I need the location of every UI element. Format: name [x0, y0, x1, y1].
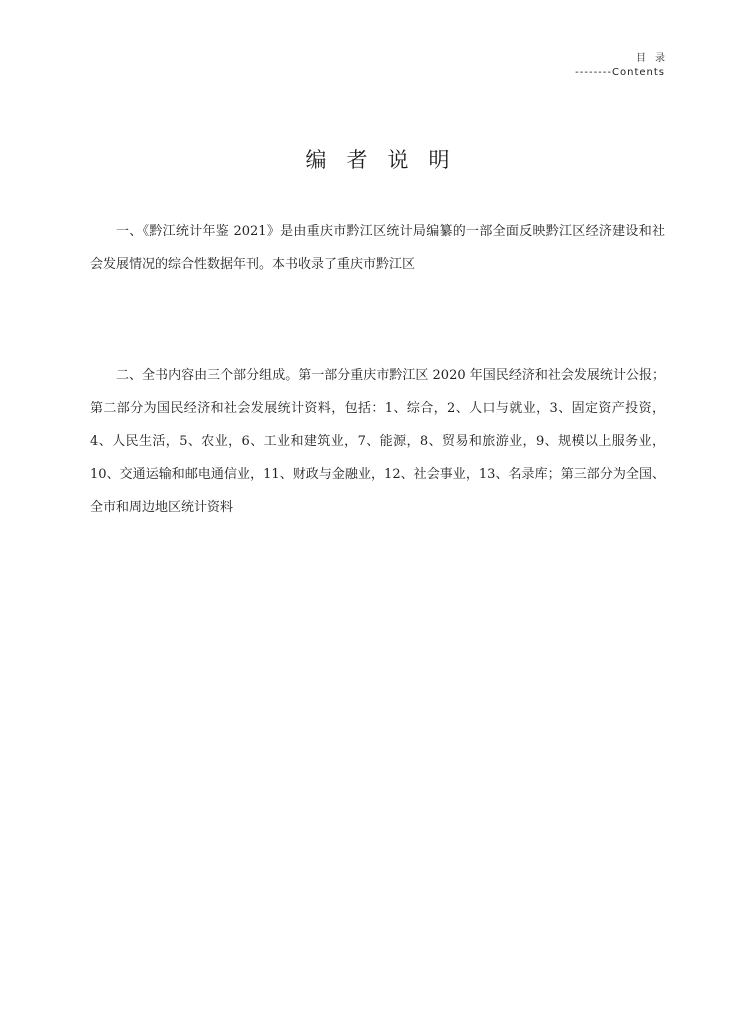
paragraph-1-container [90, 215, 665, 281]
page-header [575, 52, 674, 80]
page-title: 编者说明 [305, 148, 470, 172]
paragraph-1: 一、《黔江统计年鉴 2021》是由重庆市黔江区统计局编纂的一部全面反映黔江区经济建设和社会发展情况的综合性数据年刊。本书收录了重庆市黔江区 [90, 224, 665, 272]
toc-link-en[interactable]: --------Contents [575, 67, 665, 78]
paragraph-2: 二、全书内容由三个部分组成。第一部分重庆市黔江区 2020 年国民经济和社会发展统计公报；第二部分为国民经济和社会发展统计资料，包括：1、综合，2、人口与就业，3、固定资产投资，4、人民生活，5、农业，6、工业和建筑业，7、能源，8、贸易和旅游业，9、规模以上服务业，10、交通运输和邮电通信业，11、财政与金融业，12、社会事业，13、名录库；第三部分为全国、全市和周边地区统计资料 [90, 368, 665, 515]
toc-link-cn[interactable]: 目录 [636, 53, 674, 64]
paragraph-2-container [90, 359, 665, 524]
